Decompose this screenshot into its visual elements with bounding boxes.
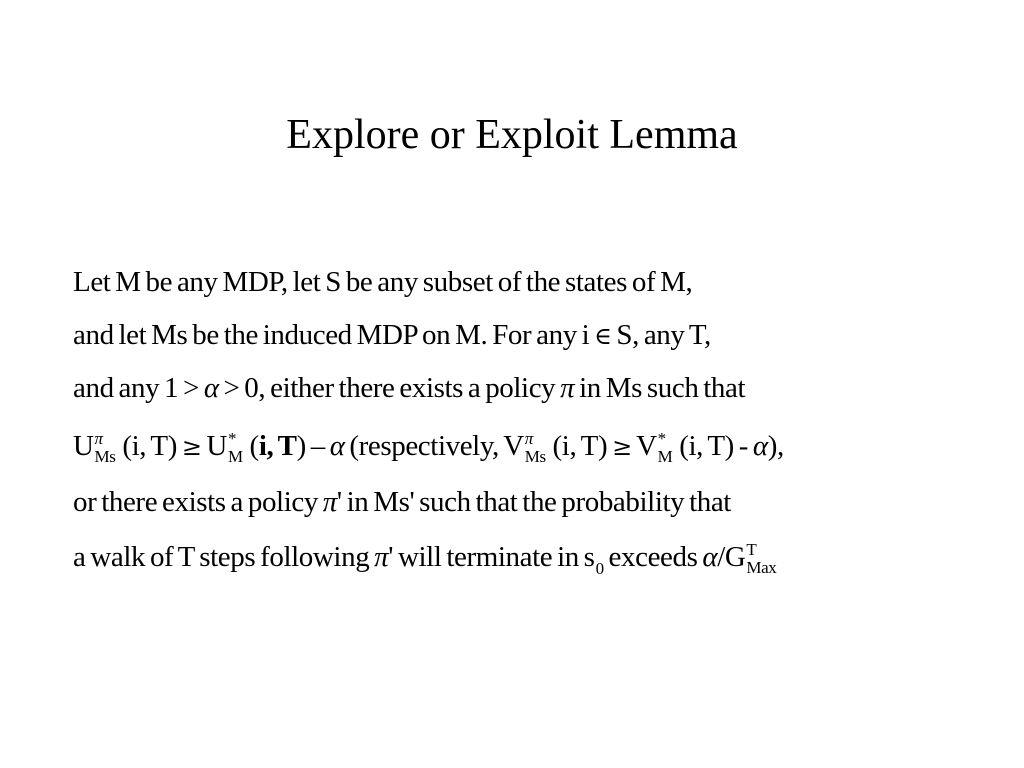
- alpha-symbol: α: [329, 430, 345, 462]
- zero-subscript: 0: [595, 559, 604, 578]
- lemma-text: or there exists a policy: [73, 486, 323, 518]
- formula-text: (: [244, 430, 259, 462]
- lemma-text: Let M be any MDP, let S be any subset of the states of M,: [73, 266, 693, 298]
- lemma-text: and any 1 >: [73, 372, 204, 404]
- formula-text: (i, T): [117, 430, 182, 462]
- geq-symbol: ≥: [612, 433, 632, 461]
- pi-symbol: π: [374, 541, 389, 573]
- lemma-line-6: [73, 541, 778, 576]
- lemma-text: S, any T,: [611, 319, 711, 351]
- superscript-subscript: [525, 431, 546, 465]
- formula-text: ) –: [296, 430, 330, 462]
- formula-text: (respectively, V: [344, 430, 524, 462]
- superscript-subscript: [658, 431, 673, 465]
- lemma-line-1: [73, 266, 692, 299]
- bold-t: T: [277, 430, 297, 462]
- pi-symbol: π: [560, 372, 575, 404]
- ms-subscript: Ms: [94, 447, 116, 467]
- lemma-text: exceeds: [603, 541, 703, 573]
- m-subscript: M: [657, 447, 673, 467]
- ms-subscript: Ms: [524, 447, 546, 467]
- lemma-text: > 0, either there exists a policy: [218, 372, 561, 404]
- lemma-text: and let Ms be the induced MDP on M. For any i: [73, 319, 595, 351]
- formula-text: (i, T) -: [674, 430, 753, 462]
- formula-text: U: [201, 430, 227, 462]
- lemma-text: /G: [717, 541, 746, 573]
- bold-i: i: [258, 430, 267, 462]
- lemma-line-2: [73, 319, 711, 352]
- lemma-line-3: [73, 372, 745, 405]
- max-subscript: Max: [746, 558, 777, 578]
- lemma-text: ' will terminate in s: [388, 541, 595, 573]
- formula-text: U: [73, 430, 94, 462]
- alpha-symbol: α: [752, 430, 768, 462]
- lemma-text: in Ms such that: [574, 372, 746, 404]
- alpha-symbol: α: [702, 541, 718, 573]
- superscript-subscript: [228, 431, 243, 465]
- lemma-text: ' in Ms' such that the probability that: [336, 486, 731, 518]
- superscript-subscript: [95, 431, 116, 465]
- lemma-line-5: [73, 486, 731, 519]
- star-superscript: *: [657, 429, 666, 449]
- formula-text: V: [631, 430, 657, 462]
- lemma-line-4-formula: [73, 430, 784, 465]
- superscript-subscript: [746, 542, 776, 576]
- m-subscript: M: [227, 447, 243, 467]
- pi-superscript: π: [94, 429, 103, 449]
- pi-symbol: π: [322, 486, 337, 518]
- element-of-symbol: ∈: [594, 322, 612, 350]
- formula-text: (i, T): [547, 430, 613, 462]
- formula-text: ,: [266, 430, 278, 462]
- alpha-symbol: α: [203, 372, 219, 404]
- pi-superscript: π: [524, 429, 533, 449]
- lemma-text: a walk of T steps following: [73, 541, 375, 573]
- geq-symbol: ≥: [181, 433, 202, 461]
- formula-text: ),: [767, 430, 784, 462]
- slide-title: Explore or Exploit Lemma: [286, 112, 738, 158]
- t-superscript: T: [746, 540, 757, 560]
- star-superscript: *: [227, 429, 237, 449]
